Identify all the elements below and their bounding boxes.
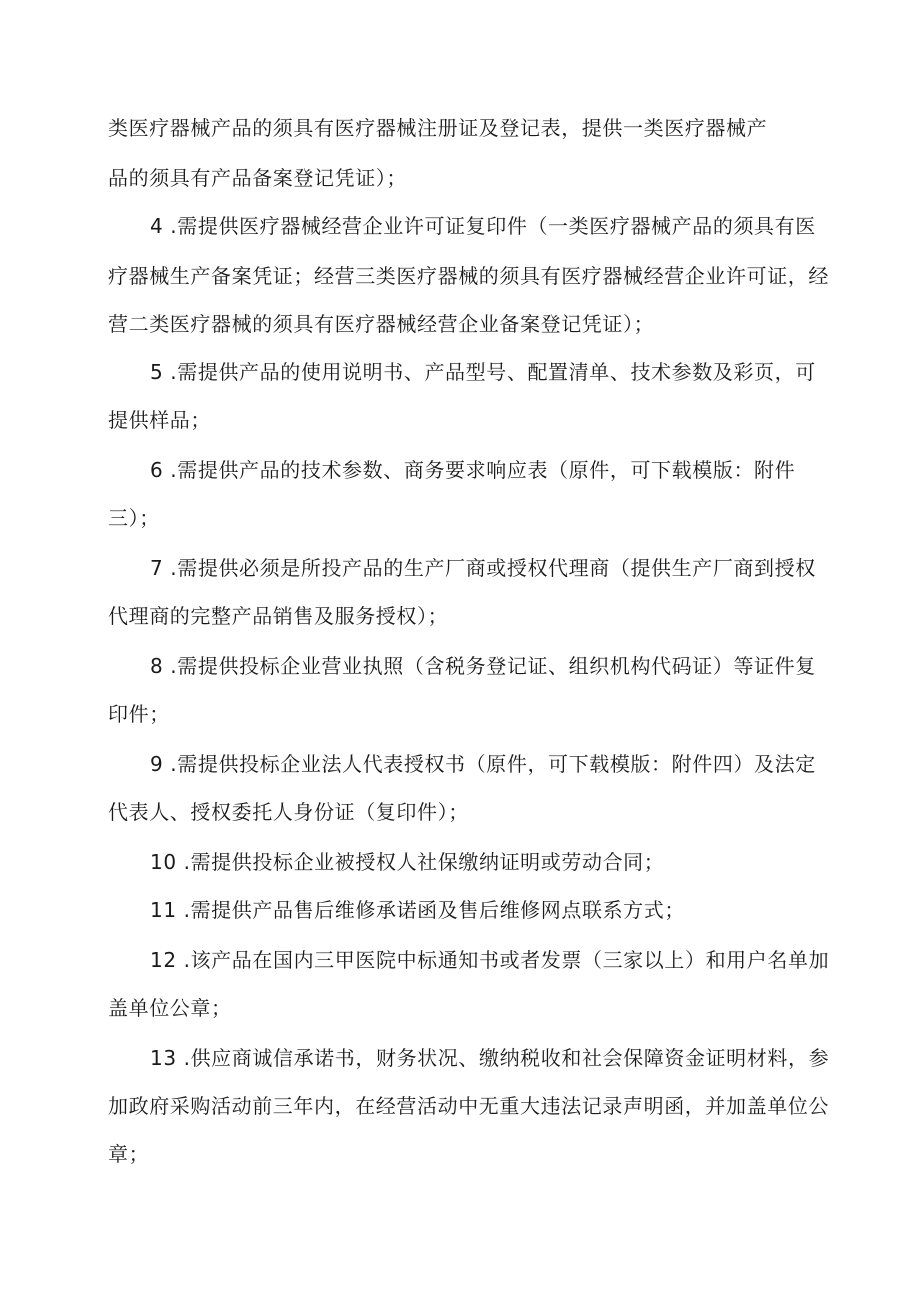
- text-line: 类医疗器械产品的须具有医疗器械注册证及登记表，提供一类医疗器械产: [108, 116, 768, 140]
- list-item-4-line-1: 4 .需提供医疗器械经营企业许可证复印件（一类医疗器械产品的须具有医: [150, 214, 816, 238]
- list-item-12-line-2: 盖单位公章；: [108, 996, 232, 1020]
- list-item-4-line-3: 营二类医疗器械的须具有医疗器械经营企业备案登记凭证）；: [108, 312, 655, 336]
- list-item-8-line-1: 8 .需提供投标企业营业执照（含税务登记证、组织机构代码证）等证件复: [150, 654, 816, 678]
- list-item-5-line-1: 5 .需提供产品的使用说明书、产品型号、配置清单、技术参数及彩页，可: [150, 360, 816, 384]
- list-item-5-line-2: 提供样品；: [108, 408, 211, 432]
- list-item-13-line-1: 13 .供应商诚信承诺书，财务状况、缴纳税收和社会保障资金证明材料，参: [150, 1046, 830, 1070]
- list-item-6-line-2: 三）；: [108, 506, 160, 530]
- list-item-13-line-2: 加政府采购活动前三年内，在经营活动中无重大违法记录声明函，并加盖单位公: [108, 1094, 829, 1118]
- list-item-6-line-1: 6 .需提供产品的技术参数、商务要求响应表（原件，可下载模版：附件: [150, 458, 796, 482]
- list-item-8-line-2: 印件；: [108, 702, 170, 726]
- list-item-11: 11 .需提供产品售后维修承诺函及售后维修网点联系方式；: [150, 898, 685, 922]
- list-item-9-line-1: 9 .需提供投标企业法人代表授权书（原件，可下载模版：附件四）及法定: [150, 752, 816, 776]
- list-item-12-line-1: 12 .该产品在国内三甲医院中标通知书或者发票（三家以上）和用户名单加: [150, 948, 830, 972]
- list-item-7-line-2: 代理商的完整产品销售及服务授权）；: [108, 604, 449, 628]
- list-item-13-line-3: 章；: [108, 1142, 150, 1166]
- list-item-9-line-2: 代表人、授权委托人身份证（复印件）；: [108, 800, 469, 824]
- list-item-7-line-1: 7 .需提供必须是所投产品的生产厂商或授权代理商（提供生产厂商到授权: [150, 556, 816, 580]
- list-item-4-line-2: 疗器械生产备案凭证；经营三类医疗器械的须具有医疗器械经营企业许可证，经: [108, 264, 829, 288]
- list-item-10: 10 .需提供投标企业被授权人社保缴纳证明或劳动合同；: [150, 850, 665, 874]
- text-line: 品的须具有产品备案登记凭证）；: [108, 166, 407, 190]
